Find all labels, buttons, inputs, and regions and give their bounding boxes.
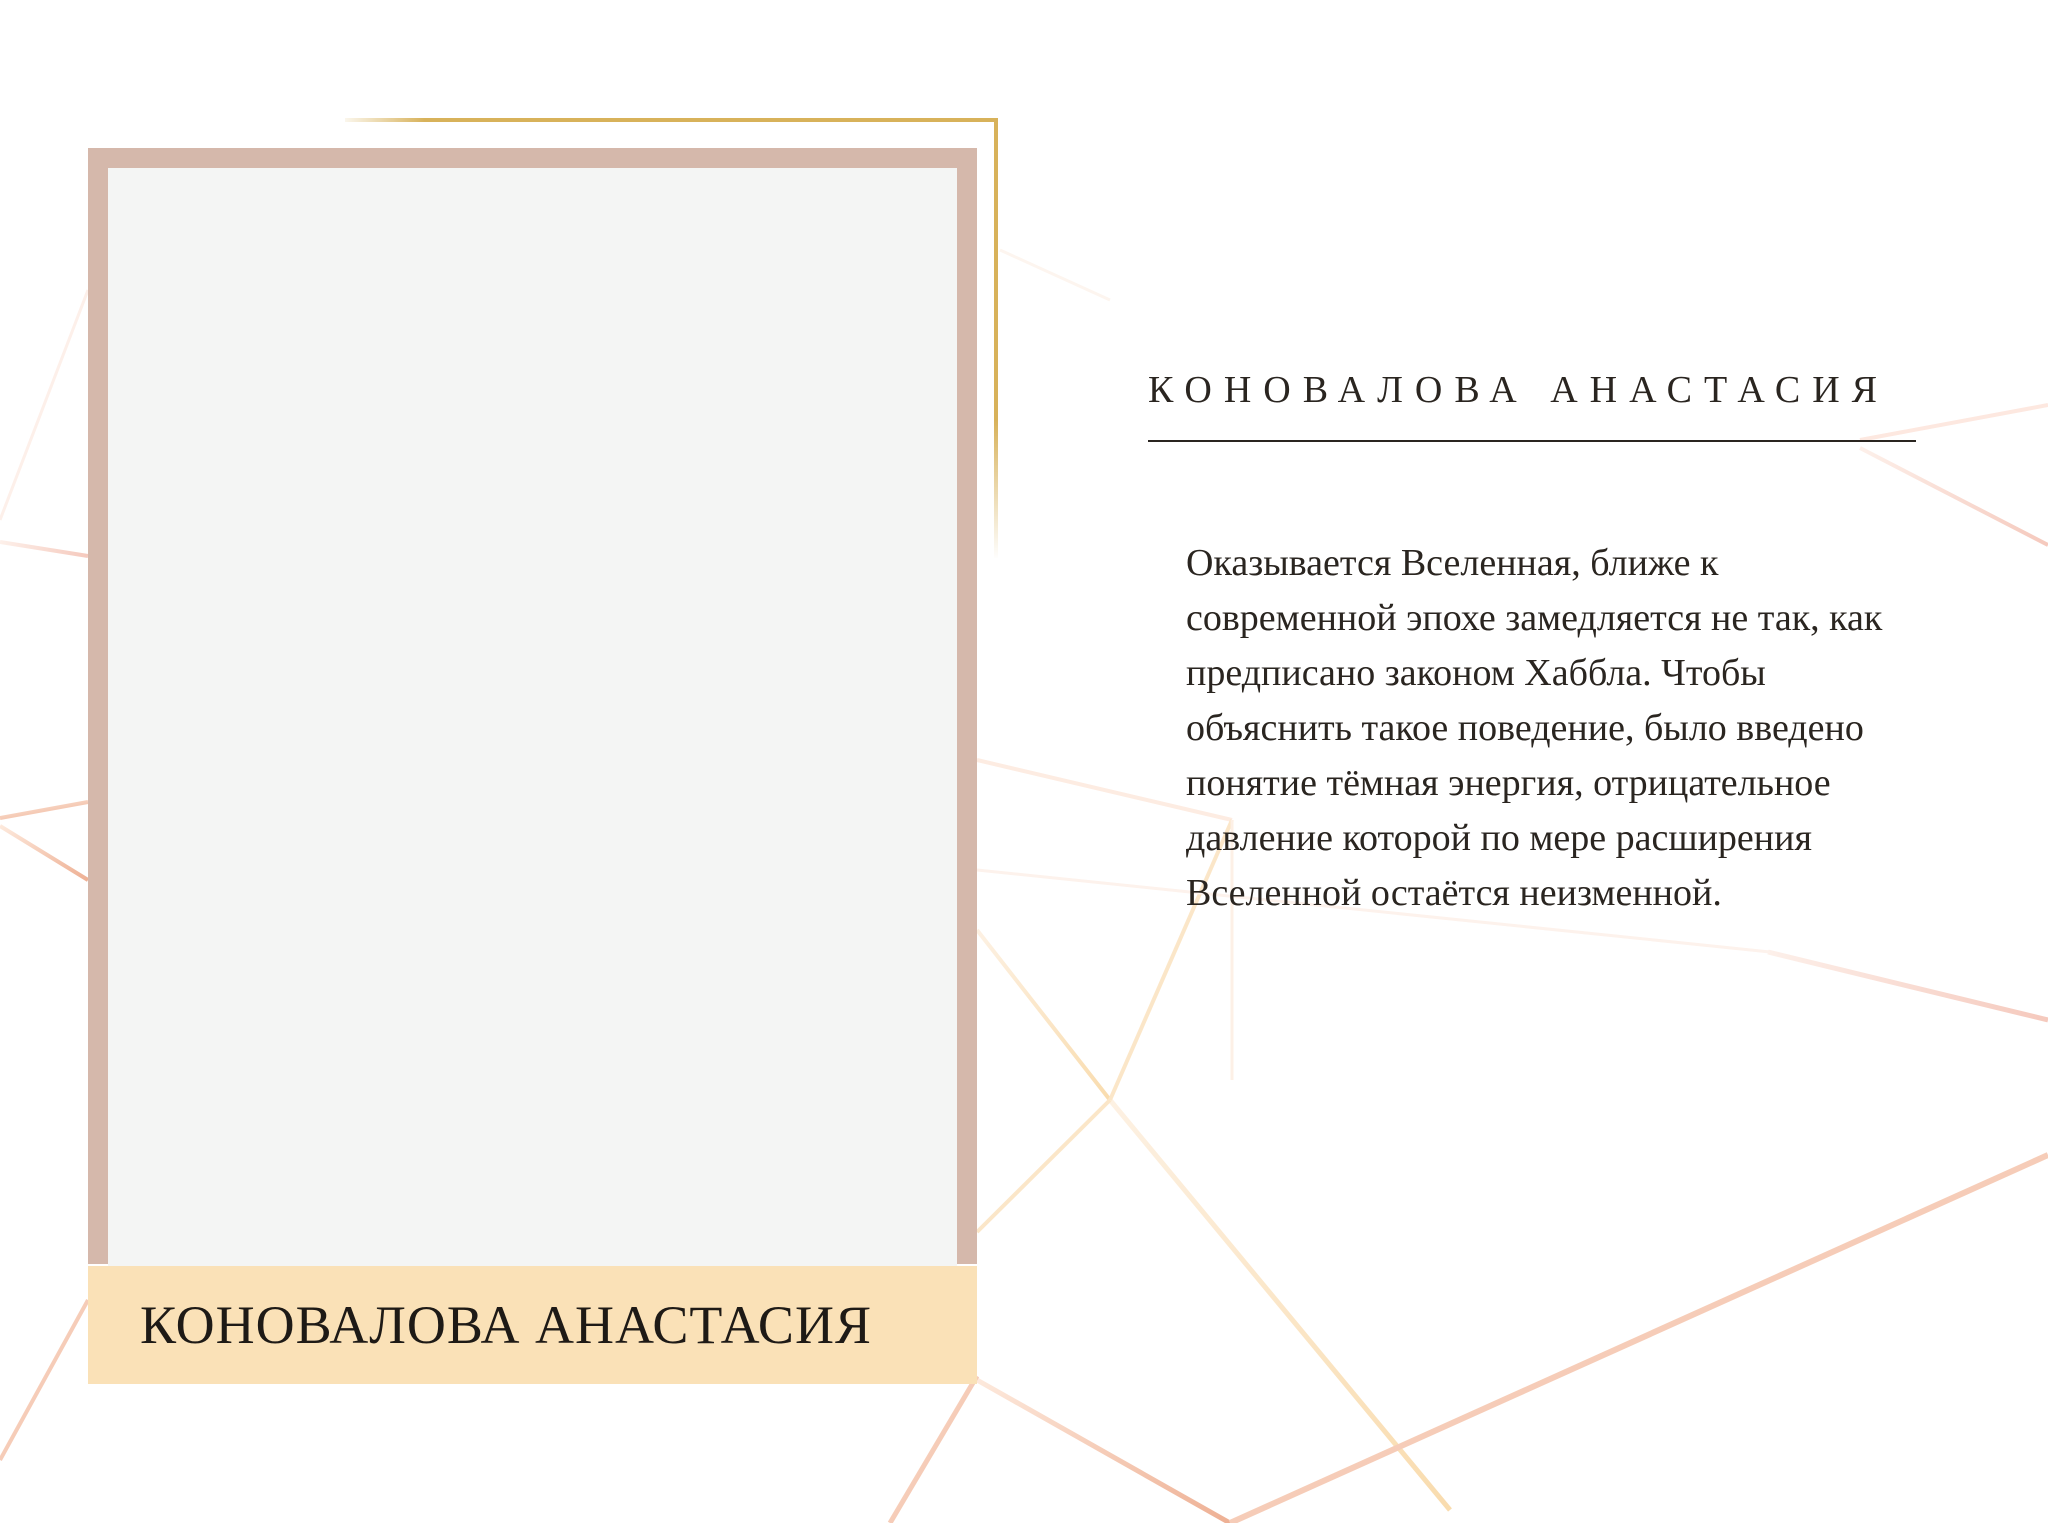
profile-bio: Оказывается Вселенная, ближе к современной эпохе замедляется не так, как предписано законом Хаббла. Чтобы объяснить такое поведение, было введено понятие тёмная энергия, отрицательное давление которой по мере расширения Вселенной остаётся неизменной.	[1186, 542, 1883, 914]
profile-title-block	[1148, 368, 1918, 442]
profile-title: КОНОВАЛОВА АНАСТАСИЯ	[1148, 369, 1890, 411]
title-underline	[1148, 440, 1916, 442]
name-banner	[88, 1266, 977, 1384]
photo-placeholder	[108, 168, 957, 1284]
photo-card	[88, 148, 977, 1264]
name-banner-text: КОНОВАЛОВА АНАСТАСИЯ	[140, 1295, 872, 1355]
gold-frame-fade	[994, 420, 1002, 560]
